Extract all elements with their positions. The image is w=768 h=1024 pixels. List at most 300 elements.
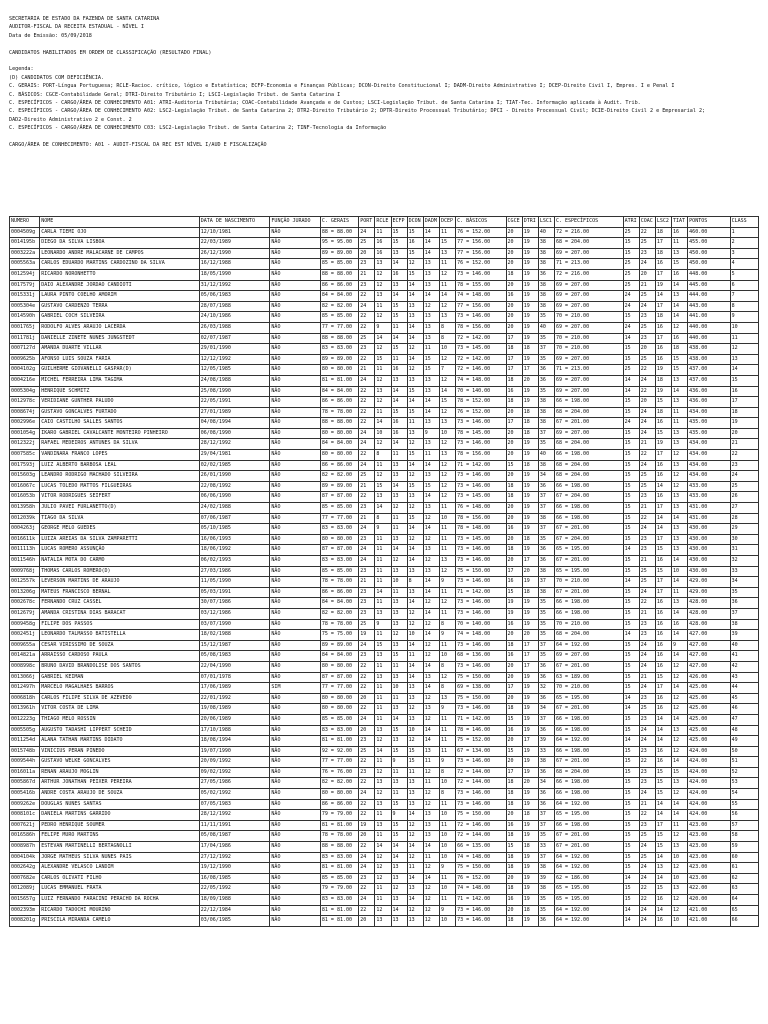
table-cell: 11 [375,757,391,768]
table-row [10,651,759,662]
table-row [10,333,759,344]
table-cell: 0011781j [10,333,40,344]
table-cell: 71 = 142.00 [456,895,506,906]
table-cell: 95 = 95.00 [320,238,358,249]
table-cell: MATEUS FRANCISCO BERNAL [40,587,199,598]
table-cell: 22 [359,799,375,810]
table-cell: 15 [506,587,522,598]
legend-line: C. GERAIS: PORT-Língua Portuguesa; RCLE-Racioc. crítico, lógico e Estatística; ECFP-Economia e Finanças Públicas; DCON-Direito Constitucional I; DADM-Direito Administrativo I; DCEP-Direito Civil I, Empres. I e Penal I [9,83,675,90]
table-cell: 15 [506,714,522,725]
table-cell: 17 [655,269,671,280]
table-cell: NÃO [270,375,320,386]
table-cell: 14 [655,736,671,747]
table-cell: 20 [506,736,522,747]
table-cell: 9 [439,704,455,715]
table-cell: NÃO [270,905,320,916]
table-cell: 68 = 136.00 [456,651,506,662]
table-cell: 20 [506,757,522,768]
table-cell: 18/09/1988 [199,895,270,906]
column-header: ATRI [623,217,639,228]
table-cell: 12 [407,736,423,747]
table-cell: 14 [655,799,671,810]
table-cell: 21 [730,439,758,450]
table-cell: 23 [639,545,655,556]
column-header: COAC [639,217,655,228]
table-cell: 15 [655,566,671,577]
table-cell: 15 [623,852,639,863]
table-cell: NÃO [270,820,320,831]
table-cell: 87 = 87.00 [320,492,358,503]
table-cell: 38 [538,566,554,577]
table-cell: 9 [375,619,391,630]
table-cell: NÃO [270,598,320,609]
table-cell: 0009544h [10,757,40,768]
table-cell: 72 = 144.00 [456,767,506,778]
table-cell: GEORGE MELO GUEDES [40,524,199,535]
table-cell: CESAR VIRISSIMO DE SOUZA [40,640,199,651]
table-cell: 16 [506,651,522,662]
table-cell: 37 [538,640,554,651]
table-cell: 14 [623,736,639,747]
table-cell: 24 [639,725,655,736]
table-cell: 0009458g [10,619,40,630]
table-cell: 84 = 84.00 [320,598,358,609]
table-cell: 67 = 201.00 [554,587,623,598]
table-row [10,471,759,482]
table-cell: 18 [506,852,522,863]
table-cell: LAURA PINTO COELHO AMORIM [40,291,199,302]
table-cell: 15/12/1987 [199,640,270,651]
table-cell: NÃO [270,789,320,800]
table-row [10,354,759,365]
table-cell: 13 [391,895,407,906]
table-cell: 85 = 85.00 [320,259,358,270]
table-cell: 25/08/1990 [199,386,270,397]
table-cell: 12 [407,852,423,863]
table-cell: 12 [391,884,407,895]
table-cell: 16 [391,269,407,280]
table-row [10,852,759,863]
table-cell: 20 [506,905,522,916]
table-cell: 11 [423,757,439,768]
table-cell: 12 [672,895,688,906]
table-cell: 13 [672,248,688,259]
table-cell: 25 [623,269,639,280]
table-cell: 05/06/1983 [199,291,270,302]
table-cell: 0008101c [10,810,40,821]
table-cell: 23 [359,873,375,884]
table-cell: 425.00 [688,704,730,715]
table-cell: 11 [439,820,455,831]
table-cell: 0004102g [10,365,40,376]
table-cell: 37 [538,492,554,503]
table-cell: 0014821a [10,651,40,662]
table-cell: 20 [506,428,522,439]
table-cell: 23 [359,587,375,598]
table-cell: 35 [538,354,554,365]
table-cell: DANIELA MARTINS GARRIDO [40,810,199,821]
table-cell: 20/09/1992 [199,757,270,768]
table-cell: 24 [639,460,655,471]
table-cell: 14 [423,630,439,641]
table-cell: 06/06/1990 [199,492,270,503]
table-cell: 69 = 207.00 [554,322,623,333]
table-cell: 0014195b [10,238,40,249]
table-cell: 24 [623,418,639,429]
table-row [10,683,759,694]
table-cell: 22 [359,905,375,916]
table-cell: 88 = 88.00 [320,842,358,853]
table-cell: 18 [655,312,671,323]
table-cell: 15 [391,746,407,757]
table-cell: 28/12/1992 [199,810,270,821]
table-cell: 11 [423,852,439,863]
table-cell: 16 [391,418,407,429]
table-cell: 12 [423,895,439,906]
table-cell: 24 [639,301,655,312]
table-cell: 0005563a [10,259,40,270]
table-cell: 16 [655,556,671,567]
table-cell: 13 [391,608,407,619]
table-cell: 20 [506,873,522,884]
table-cell: 20 [506,259,522,270]
table-row [10,439,759,450]
table-cell: 20 [506,503,522,514]
table-cell: 30 [730,534,758,545]
table-cell: 11 [439,524,455,535]
table-cell: 12/10/1981 [199,227,270,238]
table-cell: 73 = 145.00 [456,492,506,503]
table-cell: 421.00 [688,905,730,916]
table-cell: 73 = 145.00 [456,344,506,355]
table-cell: 70 = 210.00 [554,312,623,323]
table-cell: NÃO [270,651,320,662]
table-cell: 88 = 88.00 [320,227,358,238]
table-cell: 16 [506,619,522,630]
table-cell: 13 [391,598,407,609]
table-cell: 423.00 [688,831,730,842]
table-cell: 12 [439,672,455,683]
report-title: CANDIDATOS HABILITADOS EM ORDEM DE CLASSIFICAÇÃO (RESULTADO FINAL) [9,49,212,56]
table-cell: 14 [672,714,688,725]
table-cell: 13 [391,640,407,651]
table-cell: 38 [538,407,554,418]
table-cell: 38 [538,248,554,259]
table-cell: 430.00 [688,545,730,556]
table-cell: 14 [391,481,407,492]
table-cell: 21 [639,608,655,619]
table-cell: 5 [730,269,758,280]
table-cell: 14 [407,810,423,821]
table-row [10,428,759,439]
table-cell: 0008987h [10,842,40,853]
table-cell: 13 [375,608,391,619]
table-cell: 22 [359,291,375,302]
table-cell: 428.00 [688,619,730,630]
table-cell: 20 [506,556,522,567]
table-cell: LUCAS TOLEDO MATTOS FILGUEIRAS [40,481,199,492]
table-cell: 75 = 150.00 [456,672,506,683]
table-cell: 19 [522,577,538,588]
table-cell: 88 = 88.00 [320,269,358,280]
table-cell: 0006818h [10,693,40,704]
table-cell: 22 [639,895,655,906]
table-cell: 14 [623,905,639,916]
table-cell: 14 [623,916,639,927]
table-cell: 16 [655,895,671,906]
column-header: NOME [40,217,199,228]
table-cell: 05/08/1987 [199,831,270,842]
table-cell: 14 [423,873,439,884]
table-cell: 36 [538,545,554,556]
table-cell: 66 = 198.00 [554,820,623,831]
table-row [10,365,759,376]
table-cell: 23 [639,778,655,789]
table-row [10,269,759,280]
table-cell: 19 [522,704,538,715]
table-cell: 83 = 83.00 [320,852,358,863]
table-cell: 15 [506,460,522,471]
table-row [10,693,759,704]
table-cell: 88 = 88.00 [320,333,358,344]
table-cell: 19 [506,598,522,609]
table-cell: 24 [623,322,639,333]
table-cell: 12 [423,789,439,800]
table-cell: 10 [439,428,455,439]
table-cell: 23 [639,492,655,503]
table-cell: 437.00 [688,375,730,386]
legend-line: (D) CANDIDATOS COM DEFICIÊNCIA. [9,74,105,81]
table-cell: ARRAISSO CARDOSO PAULA [40,651,199,662]
table-cell: 15 [623,661,639,672]
table-cell: 26/12/1990 [199,248,270,259]
table-cell: 12 [439,460,455,471]
table-cell: 17 [506,418,522,429]
table-cell: 71 = 142.00 [456,714,506,725]
table-cell: NÃO [270,630,320,641]
table-cell: 13 [407,566,423,577]
table-cell: 8 [439,322,455,333]
table-cell: 19 [522,852,538,863]
table-cell: 11 [423,450,439,461]
table-cell: 22 [639,227,655,238]
table-cell: 14 [407,333,423,344]
table-cell: 12 [672,693,688,704]
table-cell: 80 = 80.00 [320,693,358,704]
table-cell: NÃO [270,259,320,270]
table-cell: 18 [655,248,671,259]
table-cell: 20 [506,513,522,524]
table-cell: NÃO [270,269,320,280]
table-cell: 13 [423,312,439,323]
table-cell: 10 [439,884,455,895]
table-cell: 24 [639,651,655,662]
table-cell: 73 = 146.00 [456,471,506,482]
table-cell: 24 [623,301,639,312]
table-cell: 25 [639,577,655,588]
table-cell: 13 [423,746,439,757]
table-cell: 14 [407,661,423,672]
table-cell: 66 = 198.00 [554,450,623,461]
table-cell: 13 [423,280,439,291]
table-cell: DAIO ALEXANDRE JORDAO CANDIOTI [40,280,199,291]
table-cell: 16 [655,651,671,662]
table-cell: 10 [439,513,455,524]
table-cell: NÃO [270,439,320,450]
table-cell: 15 [623,799,639,810]
table-cell: 64 = 192.00 [554,736,623,747]
table-cell: 10 [730,322,758,333]
table-cell: 13 [423,269,439,280]
table-cell: 11 [375,693,391,704]
table-cell: 67 = 204.00 [554,534,623,545]
table-cell: 15 [375,481,391,492]
table-cell: TIAGO DA SILVA [40,513,199,524]
table-cell: 444.00 [688,291,730,302]
table-cell: 73 = 146.00 [456,598,506,609]
table-cell: 20 [506,534,522,545]
table-cell: 0016053b [10,492,40,503]
table-cell: 12 [407,905,423,916]
table-cell: 83 = 83.00 [320,895,358,906]
table-cell: BRUNO DAVID BRANDOLISE DOS SANTOS [40,661,199,672]
table-cell: 17 [655,534,671,545]
table-cell: 14 [423,842,439,853]
table-cell: CARLOS FILIPE SILVA DE AZEVEDO [40,693,199,704]
table-cell: 37 [538,714,554,725]
table-cell: CAIO CASTILHO SALLES SANTOS [40,418,199,429]
table-cell: 0014590h [10,312,40,323]
table-cell: 77 = 77.00 [320,322,358,333]
table-cell: 0012497h [10,683,40,694]
table-cell: 21 [359,577,375,588]
table-cell: 61 [730,863,758,874]
table-cell: DANIELLE ZINETE NUNES JUNGSTEDT [40,333,199,344]
table-cell: 13 [391,492,407,503]
table-cell: 77 = 156.00 [456,248,506,259]
legend-line: C. ESPECÍFICOS - CARGO/ÁREA DE CONHECIMENTO C03: LSC2-Legislação Tribut. de Santa Catarina 2; TINF-Tecnologia da Informação [9,125,387,132]
table-cell: NÃO [270,916,320,927]
table-cell: 73 = 146.00 [456,757,506,768]
table-cell: 74 = 148.00 [456,375,506,386]
table-cell: NÃO [270,248,320,259]
table-cell: 69 = 207.00 [554,428,623,439]
table-cell: 10 [439,842,455,853]
table-cell: 16 [655,471,671,482]
table-cell: 73 = 146.00 [456,418,506,429]
table-cell: 21 [639,503,655,514]
table-cell: 15 [655,789,671,800]
table-cell: 55 [730,799,758,810]
table-cell: 35 [538,534,554,545]
table-cell: 12 [423,598,439,609]
table-cell: 14 [439,291,455,302]
table-cell: 73 = 146.00 [456,905,506,916]
table-cell: 73 = 146.00 [456,269,506,280]
table-cell: 14 [623,386,639,397]
table-cell: 17 [730,397,758,408]
table-cell: 53 [730,778,758,789]
table-cell: 16 [506,820,522,831]
table-cell: 24 [639,259,655,270]
table-cell: 12 [423,714,439,725]
table-cell: 9 [391,757,407,768]
table-cell: 12 [407,704,423,715]
table-cell: 20 [639,344,655,355]
table-cell: 13 [423,810,439,821]
table-cell: 18 [506,640,522,651]
table-cell: NÃO [270,810,320,821]
table-cell: 12 [375,863,391,874]
table-cell: 37 [538,852,554,863]
table-cell: AFONSO LUIS SOUZA FARIA [40,354,199,365]
table-cell: 423.00 [688,863,730,874]
table-cell: 19 [522,693,538,704]
table-cell: 12 [375,852,391,863]
table-cell: 38 [538,460,554,471]
table-cell: 38 [538,418,554,429]
table-cell: 15 [623,863,639,874]
column-header: PONTOS [688,217,730,228]
table-cell: 66 = 198.00 [554,789,623,800]
table-cell: NÃO [270,513,320,524]
table-cell: 11 [375,407,391,418]
table-cell: NÃO [270,365,320,376]
table-cell: 19 [522,280,538,291]
table-cell: 12 [423,534,439,545]
table-cell: FILIPE DOS PASSOS [40,619,199,630]
table-cell: 14 [407,873,423,884]
table-cell: 36 [538,661,554,672]
table-cell: 19 [522,471,538,482]
table-cell: 24 [359,301,375,312]
column-header: CLASS [730,217,758,228]
table-cell: 11 [672,587,688,598]
table-cell: 11 [439,640,455,651]
table-row [10,672,759,683]
table-cell: 14 [623,545,639,556]
table-cell: 14 [391,852,407,863]
column-header: ECFP [391,217,407,228]
table-cell: 8 [439,683,455,694]
table-cell: 13 [672,884,688,895]
table-cell: 13 [439,248,455,259]
table-cell: 13 [375,259,391,270]
table-cell: 16 [655,259,671,270]
table-cell: 428.00 [688,608,730,619]
table-cell: 434.00 [688,471,730,482]
table-cell: 13 [423,672,439,683]
table-cell: 15 [623,683,639,694]
table-cell: 25 [639,566,655,577]
table-cell: 19 [522,503,538,514]
table-cell: 14 [407,280,423,291]
table-cell: 19 [522,884,538,895]
table-cell: GUSTAVO GONCALVES FURTADO [40,407,199,418]
table-cell: 15 [623,767,639,778]
table-cell: 15 [655,397,671,408]
table-cell: 19 [522,873,538,884]
table-cell: 13 [391,248,407,259]
table-cell: 75 = 152.00 [456,736,506,747]
table-cell: 19 [522,672,538,683]
table-cell: 23 [639,534,655,545]
table-cell: 83 = 83.00 [320,556,358,567]
table-cell: NÃO [270,746,320,757]
table-cell: 431.00 [688,513,730,524]
table-cell: ESTEVAN MARTINELLI BERTAGNOLLI [40,842,199,853]
table-cell: 15 [623,640,639,651]
